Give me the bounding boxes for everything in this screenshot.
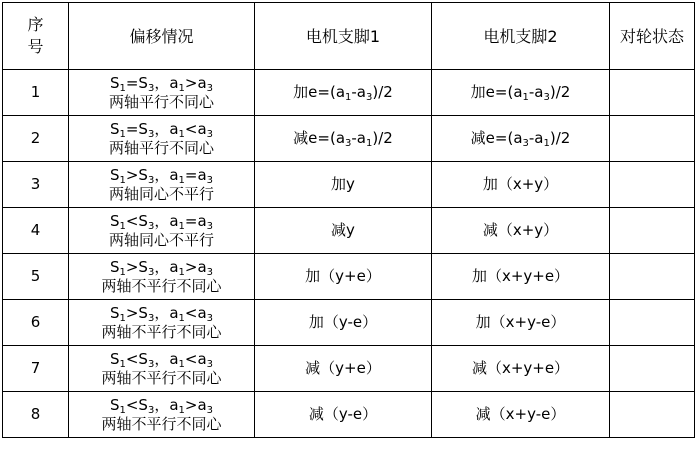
condition-subscript: 3	[147, 220, 155, 232]
condition-subscript: 1	[119, 220, 126, 232]
coupling-state-cell	[610, 300, 695, 346]
coupling-state-cell	[610, 116, 695, 162]
coupling-state-cell	[610, 346, 695, 392]
condition-subscript: 1	[119, 174, 126, 186]
header-state: 对轮状态	[610, 3, 695, 70]
motor2-subscript: 3	[543, 92, 550, 103]
condition-subscript: 3	[147, 82, 155, 94]
row-number: 6	[3, 300, 69, 346]
condition-text: S	[109, 257, 120, 276]
motor1-adjustment	[255, 392, 432, 438]
row-number: 4	[3, 208, 69, 254]
table-row	[3, 116, 695, 162]
motor1-text: 减e=(a	[293, 129, 346, 147]
motor2-adjustment	[432, 392, 610, 438]
offset-condition	[69, 74, 254, 93]
offset-condition	[69, 258, 254, 277]
offset-description: 两轴不平行不同心	[101, 322, 222, 341]
offset-condition-cell	[69, 70, 255, 116]
table-row	[3, 254, 695, 300]
offset-condition-cell	[69, 116, 255, 162]
motor1-text: -a	[351, 83, 366, 101]
condition-subscript: 1	[119, 266, 126, 278]
condition-subscript: 3	[206, 174, 214, 186]
motor2-adjustment	[432, 254, 610, 300]
motor1-adjustment	[255, 346, 432, 392]
offset-condition-cell	[69, 392, 255, 438]
condition-subscript: 1	[178, 404, 185, 416]
offset-condition-cell	[69, 254, 255, 300]
condition-text: >a	[184, 73, 207, 92]
row-number: 2	[3, 116, 69, 162]
condition-text: <S	[125, 395, 148, 414]
condition-text: =a	[184, 211, 207, 230]
condition-subscript: 3	[206, 82, 214, 94]
condition-text: S	[109, 211, 120, 230]
condition-text: ，a	[154, 165, 179, 184]
motor2-adjustment	[432, 162, 610, 208]
row-number: 1	[3, 70, 69, 116]
motor1-text: 加e=(a	[293, 83, 346, 101]
table-row	[3, 162, 695, 208]
motor1-adjustment	[255, 70, 432, 116]
motor1-text: 加（y+e）	[305, 267, 381, 285]
condition-subscript: 1	[119, 312, 126, 324]
header-seq	[3, 3, 69, 70]
offset-condition-cell	[69, 300, 255, 346]
condition-text: S	[109, 119, 120, 138]
condition-subscript: 3	[206, 312, 214, 324]
row-number: 7	[3, 346, 69, 392]
condition-text: ，a	[154, 211, 179, 230]
motor2-subscript: 3	[522, 138, 529, 149]
table-row	[3, 70, 695, 116]
header-motor2: 电机支脚2	[432, 3, 610, 70]
motor1-subscript: 1	[345, 92, 352, 103]
condition-text: =a	[184, 165, 207, 184]
motor1-text: 减（y-e）	[308, 405, 378, 423]
offset-description: 两轴同心不平行	[108, 230, 214, 249]
motor1-adjustment	[255, 116, 432, 162]
condition-subscript: 1	[178, 220, 185, 232]
alignment-table	[2, 2, 695, 438]
condition-subscript: 1	[178, 266, 185, 278]
condition-text: <S	[125, 349, 148, 368]
row-number: 8	[3, 392, 69, 438]
condition-subscript: 1	[119, 404, 126, 416]
header-row	[3, 3, 695, 70]
offset-condition-cell	[69, 346, 255, 392]
offset-description: 两轴不平行不同心	[101, 414, 222, 433]
coupling-state-cell	[610, 162, 695, 208]
condition-text: S	[109, 165, 120, 184]
condition-text: ，a	[154, 257, 179, 276]
header-motor1: 电机支脚1	[255, 3, 432, 70]
condition-text: >S	[125, 257, 148, 276]
motor1-adjustment	[255, 208, 432, 254]
motor1-text: 加（y-e）	[308, 313, 378, 331]
condition-text: <a	[184, 349, 207, 368]
offset-description: 两轴不平行不同心	[101, 368, 222, 387]
condition-text: S	[109, 395, 120, 414]
motor2-adjustment	[432, 208, 610, 254]
table-row	[3, 208, 695, 254]
condition-text: >a	[184, 257, 207, 276]
condition-subscript: 1	[178, 358, 185, 370]
condition-text: S	[109, 73, 120, 92]
offset-description: 两轴不平行不同心	[101, 276, 222, 295]
motor2-text: -a	[528, 83, 544, 101]
row-number: 5	[3, 254, 69, 300]
offset-condition	[69, 396, 254, 415]
table-row	[3, 392, 695, 438]
condition-subscript: 1	[178, 128, 185, 140]
motor2-adjustment	[432, 346, 610, 392]
motor1-text: )/2	[372, 83, 393, 101]
condition-text: ，a	[154, 349, 179, 368]
condition-subscript: 1	[178, 82, 185, 94]
condition-text: ，a	[154, 395, 179, 414]
condition-subscript: 3	[147, 266, 155, 278]
motor2-subscript: 1	[543, 138, 550, 149]
motor2-adjustment	[432, 70, 610, 116]
motor1-subscript: 3	[366, 92, 373, 103]
motor2-text: 减e=(a	[470, 129, 523, 147]
offset-description: 两轴同心不平行	[108, 184, 214, 203]
condition-text: >S	[125, 165, 148, 184]
motor1-adjustment	[255, 300, 432, 346]
coupling-state-cell	[610, 254, 695, 300]
coupling-state-cell	[610, 70, 695, 116]
condition-text: <S	[125, 211, 148, 230]
condition-subscript: 1	[119, 358, 126, 370]
motor1-subscript: 1	[366, 138, 373, 149]
table-body	[3, 70, 695, 438]
offset-description: 两轴平行不同心	[108, 92, 214, 111]
motor2-text: 加（x+y+e）	[471, 267, 570, 285]
motor2-text: 加e=(a	[470, 83, 523, 101]
motor2-adjustment	[432, 116, 610, 162]
motor1-adjustment	[255, 162, 432, 208]
condition-subscript: 3	[147, 358, 155, 370]
motor2-adjustment	[432, 300, 610, 346]
motor2-text: 减（x+y）	[482, 221, 559, 239]
motor1-text: 减y	[331, 221, 355, 239]
table-row	[3, 346, 695, 392]
motor1-adjustment	[255, 254, 432, 300]
condition-text: ，a	[154, 303, 179, 322]
table-row	[3, 300, 695, 346]
motor2-text: -a	[528, 129, 544, 147]
row-number: 3	[3, 162, 69, 208]
condition-subscript: 1	[178, 174, 185, 186]
condition-subscript: 1	[178, 312, 185, 324]
motor2-text: 加（x+y）	[482, 175, 559, 193]
header-seq-line2: 号	[27, 37, 44, 56]
condition-subscript: 3	[147, 312, 155, 324]
offset-condition	[69, 166, 254, 185]
condition-text: ，a	[154, 119, 179, 138]
offset-condition	[69, 212, 254, 231]
condition-text: <a	[184, 119, 207, 138]
motor2-text: 加（x+y-e）	[475, 313, 566, 331]
header-offset: 偏移情况	[69, 3, 255, 70]
offset-condition	[69, 120, 254, 139]
offset-condition-cell	[69, 208, 255, 254]
condition-subscript: 3	[147, 174, 155, 186]
offset-condition	[69, 304, 254, 323]
condition-text: <a	[184, 303, 207, 322]
condition-subscript: 3	[147, 404, 155, 416]
motor1-text: 减（y+e）	[305, 359, 381, 377]
condition-text: S	[109, 303, 120, 322]
condition-text: >S	[125, 303, 148, 322]
motor2-text: 减（x+y-e）	[475, 405, 566, 423]
condition-subscript: 1	[119, 128, 126, 140]
motor1-text: 加y	[331, 175, 355, 193]
condition-text: S	[109, 349, 120, 368]
condition-subscript: 3	[206, 266, 214, 278]
offset-condition	[69, 350, 254, 369]
condition-subscript: 3	[206, 128, 214, 140]
coupling-state-cell	[610, 208, 695, 254]
offset-description: 两轴平行不同心	[108, 138, 214, 157]
motor1-text: )/2	[372, 129, 393, 147]
condition-text: >a	[184, 395, 207, 414]
condition-subscript: 1	[119, 82, 126, 94]
coupling-state-cell	[610, 392, 695, 438]
table-header	[3, 3, 695, 70]
offset-condition-cell	[69, 162, 255, 208]
condition-subscript: 3	[206, 358, 214, 370]
condition-text: ，a	[154, 73, 179, 92]
condition-subscript: 3	[206, 220, 214, 232]
condition-text: =S	[125, 73, 148, 92]
motor2-text: )/2	[549, 129, 571, 147]
motor1-text: -a	[351, 129, 366, 147]
motor2-text: )/2	[549, 83, 571, 101]
condition-text: =S	[125, 119, 148, 138]
condition-subscript: 3	[147, 128, 155, 140]
motor2-subscript: 1	[522, 92, 529, 103]
motor2-text: 减（x+y+e）	[471, 359, 570, 377]
motor1-subscript: 3	[345, 138, 352, 149]
condition-subscript: 3	[206, 404, 214, 416]
header-seq-line1: 序	[27, 15, 44, 34]
